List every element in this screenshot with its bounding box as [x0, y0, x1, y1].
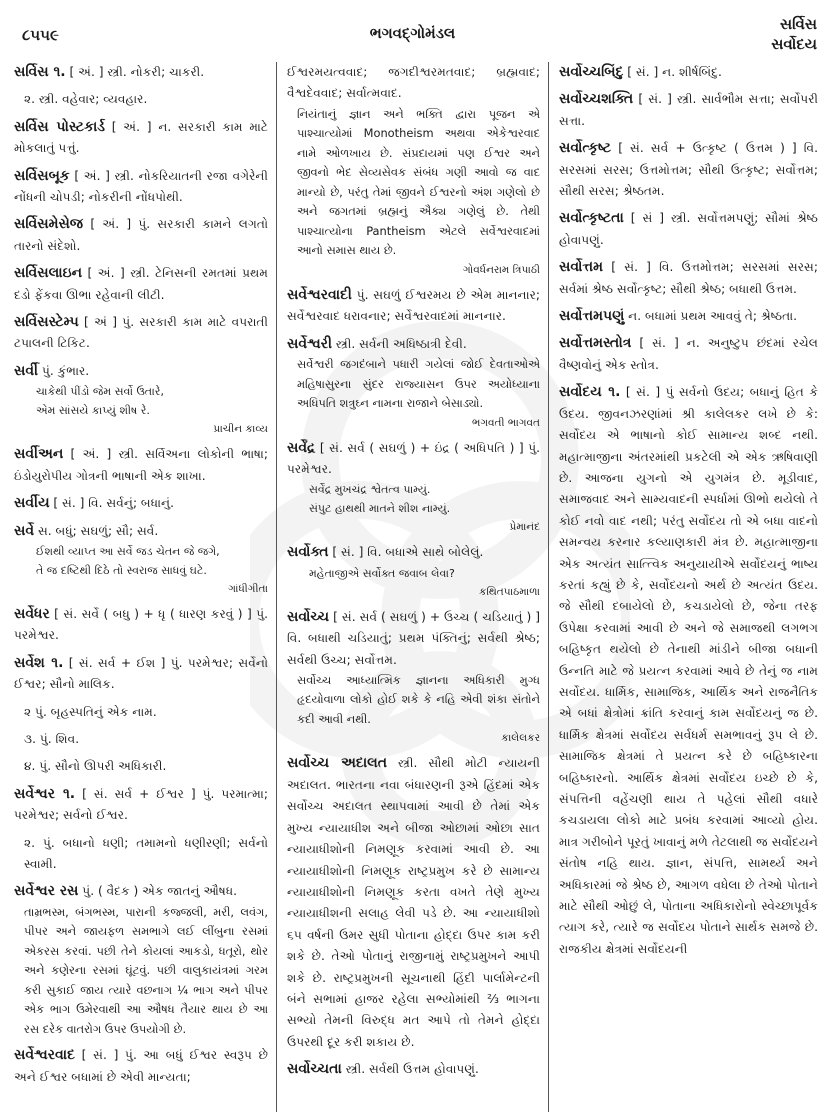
dictionary-entry: [287, 334, 540, 432]
dictionary-entry: [14, 1045, 268, 1088]
definition: સ્ત્રી. સૌથી મોટી ન્યાયની અદાલત. ભારતના નવા બંધારણની રૂએ હિંદમાં એક સર્વોચ્ચ અદાલત સ્થાપવામાં આવી છે તેમાં એક મુખ્ય ન્યાયાધીશ અને બીજા ઓછામાં ઓછા સાત ન્યાયાધીશોની નિમણૂક કરવામાં આવી છે. આ ન્યાયાધીશોની નિમણૂક રાષ્ટ્રપ્રમુખ કરે છે સામાન્ય ન્યાયાધીશોની નિમણૂક કરતા વખતે તેણે મુખ્ય ન્યાયાધીશની સલાહ લેવી પડે છે. આ ન્યાયાધીશો ૬૫ વર્ષની ઉમર સુધી પોતાના હોદ્દા ઉપર કામ કરી શકે છે. તેઓ પોતાનું રાજીનામું રાષ્ટ્રપ્રમુખને આપી શકે છે. રાષ્ટ્રપ્રમુખની સૂચનાથી હિંદી પાર્લામેન્ટની બંને સભામાં હાજર રહેલા સભ્યોમાંથી ⅔ ભાગના સભ્યો તેમની વિરુદ્ધ મત આપે તો તેમને હોદ્દા ઉપરથી દૂર કરી શકાય છે.: [287, 756, 540, 1049]
guide-words: [771, 14, 817, 54]
guide-word-first: સર્વિસ: [779, 15, 817, 33]
dictionary-entry: [14, 263, 268, 306]
citation-source: પ્રાચીન કાવ્ય: [213, 423, 268, 436]
dictionary-entry: [14, 784, 268, 827]
dictionary-entry: [559, 257, 818, 300]
definition: [ અં. ] ન. સરકારી કામ માટે મોકલાતું પત્તું.: [14, 119, 269, 156]
dictionary-entry: [14, 729, 268, 750]
dictionary-entry: [14, 89, 268, 110]
dictionary-entry: [287, 542, 540, 600]
headword: સર્વોત્તમ: [559, 259, 604, 276]
headword: સર્વિસલાઇન: [14, 265, 83, 282]
dictionary-entry: [287, 753, 540, 1053]
definition: [ સં. ] ન. અનુષ્ટુપ છંદમાં રચેલ વૈષ્ણવોનું એક સ્તોત્ર.: [559, 336, 818, 372]
definition: [ અં ] પું. સરકારી કામ માટે વપરાતી ટપાલની ટિકિટ.: [14, 315, 268, 351]
quote-line: ચાકેથી પીંડો જેમ સર્વો ઉતારે,: [36, 385, 164, 399]
citation-source: પ્રેમાનંદ: [509, 521, 540, 534]
column-right: [548, 62, 822, 1112]
dictionary-entry: [559, 382, 818, 960]
dictionary-entry: [559, 208, 818, 251]
headword: સર્વી: [14, 362, 39, 379]
definition: સ્ત્રી. સર્વથી ઉત્તમ હોવાપણું.: [345, 1062, 479, 1077]
dictionary-entry: [287, 438, 540, 537]
quote-line: સર્વેંદ્ર મુખચંદ્ર શ્વેતત્વ પામ્યું.: [309, 483, 431, 497]
citation-source: ભગવતી ભાગવત: [471, 416, 540, 429]
definition: [ સં. સર્વ + ઈશ્વર ] પું. પરમાત્મા; પરમેશ્વર; સર્વનો ઈશ્વર.: [14, 786, 268, 823]
dictionary-entry: [14, 214, 268, 257]
page-number: ૮૫૫૯: [22, 26, 59, 44]
dictionary-entry: [14, 604, 268, 647]
quote-line: તે જ દષ્ટિથી દિઠે તો સ્વરાજ સાધવું ઘટે.: [36, 563, 207, 577]
headword: સર્વોક્ત: [287, 544, 329, 561]
definition: [ સં. સર્વ + ઈશ ] પું. પરમેશ્વર; સર્વેનો ઈશ્વર; સૌનો માલિક.: [14, 655, 268, 692]
citation-source: ગાંધીગીતા: [228, 582, 268, 595]
column-left: [14, 62, 276, 1112]
headword: સર્વિસસ્ટેમ્પ: [14, 314, 79, 331]
headword: સર્વોચ્ચશક્તિ: [559, 91, 634, 108]
headword: સર્વેંદ્ર: [287, 439, 316, 456]
definition: [ સં ] સ્ત્રી. સર્વોત્તમપણું; સૌમાં શ્રેષ્ઠ હોવાપણું.: [559, 211, 819, 247]
dictionary-entry: [14, 756, 268, 777]
headword: સર્વેશ્વર રસ: [14, 883, 79, 900]
dictionary-entry: [14, 702, 268, 723]
headword: સર્વેશ્વર ૧.: [14, 785, 76, 802]
definition: [ અં. ] સ્ત્રી. નોકરી; ચાકરી.: [69, 65, 205, 79]
headword: સર્વેશ્વરી: [287, 335, 332, 352]
dictionary-entry: [14, 653, 268, 696]
definition: [ અં. ] સ્ત્રી. સર્વિઅના લોકોની ભાષા; ઇંડોયુરોપીય ગોત્રની ભાષાની એક શાખા.: [14, 447, 268, 483]
headword: સર્વે: [14, 522, 35, 539]
headword: સર્વોત્કૃષ્ટ: [559, 140, 612, 157]
dictionary-entry: [14, 62, 268, 83]
dictionary-entry: [287, 1059, 540, 1080]
definition: [ સં. ] પું. આ બધું ઈશ્વર સ્વરૂપ છે અને ઈશ્વર બધામાં છે એવી માન્યતા;: [14, 1048, 269, 1084]
citation-source: ગોવર્ધનરામ ત્રિપાઠી: [462, 263, 540, 276]
headword: સર્વીઅન: [14, 446, 64, 463]
sense: ૨. પું. બધાનો ધણી; તમામનો ધણીરણી; સર્વનો સ્વામી.: [24, 835, 268, 871]
definition: [ સં. ] વિ. ઉત્તમોત્તમ; સરસમાં સરસ; સર્વમાં શ્રેષ્ઠ સર્વોત્કૃષ્ટ; સૌથી શ્રેષ્ઠ; બધાથી ઉત્તમ.: [559, 260, 818, 296]
example-prose: સર્વેશ્વરી જગદંબાને પધારી ગયેલાં જોઈ દેવતાઓએ મહિષાસુરના સુંદર રાજ્યાસન ઉપર અયોધ્યાના અધિપતિ શત્રુઘ્ન નામના રાજાને બેસાડ્યો.: [297, 357, 540, 411]
sense: ૨ પું. બૃહસ્પતિનું એક નામ.: [24, 704, 157, 719]
headword: સર્વોચ્ચ: [287, 608, 330, 625]
sense: ૪. પું. સૌનો ઊપરી અધિકારી.: [24, 759, 167, 774]
dictionary-entry: [559, 333, 818, 376]
definition: [ સં. ] વિ. સર્વનું; બધાનું.: [53, 496, 174, 511]
quote-line: એમ સાંસયે કાપ્યું શીષ રે.: [36, 404, 150, 418]
definition: [ સં. ] પું સર્વનો ઉદય; બધાનું હિત કે ઉદય. જીવનઝરણાંમાં શ્રી કાલેલકર લખે છે કે: સર્વોદય એ ભાષાનો કોઈ સામાન્ય શબ્દ નથી. મહાત્માજીના અંતરમાંથી પ્રકટેલી એ એક ઋષિવાણી છે. આજના યુગનો એ યુગમંત્ર છે. મૂડીવાદ, સમાજવાદ અને સામ્યવાદની સ્પર્ધામાં ઊભો થયેલો તે કોઈ નવો વાદ નથી; પરંતુ સર્વોદય તો એ બધા વાદનો સમન્વય કરનાર કલ્યાણકારી મંત્ર છે. મહાત્માજીના એક અત્યંત સાત્ત્વિક અનુયાયીએ સર્વોદયનું ભાષ્ય કરતાં કહ્યું છે કે, સર્વોદયનો અર્થ છે અત્યંત ઉદય. જે સૌથી દબાયેલો છે, કચડાયેલો છે, જેના તરફ ઉપેક્ષા કરવામાં આવી છે અને જે સમાજથી લગભગ બહિષ્કૃત થયેલો છે તેનાથી માંડીને બીજા બધાની ઉન્નતિ માટે જે પ્રયત્ન કરવામાં આવે છે તેનું જ નામ સર્વોદય. ધાર્મિક, સામાજિક, આર્થિક અને રાજનૈતિક એ બધાં ક્ષેત્રોમાં ક્રાંતિ કરવાનું કામ સર્વોદયનું જ છે. ધાર્મિક ક્ષેત્રમાં સર્વોદય સર્વધર્મ સમભાવનું રૂપ લે છે. સામાજિક ક્ષેત્રમાં તે પ્રયત્ન કરે છે બહિષ્કારના બહિષ્કારનો. આર્થિક ક્ષેત્રમાં સર્વોદય ઇચ્છે છે કે, સંપત્તિની વહેંચણી થાય તે પહેલાં સૌથી વધારે કચડાયલા લોકો માટે પ્રબંધ કરવામાં આવ્યો હોય. માત્ર ગરીબોને પૂરતું ખાવાનું મળે તેટલાથી જ સર્વોદયને સંતોષ નહિ થાય. જ્ઞાન, સંપત્તિ, સામર્થ્ય અને અધિકારમાં જે શ્રેષ્ઠ છે, આગળ વધેલા છે તેઓ પોતાને માટે સૌથી ઓછું લે, પોતાના અધિકારોનો સ્વેચ્છાપૂર્વક ત્યાગ કરે, ત્યારે જ સર્વોદય પોતાને સાર્થક સમજે છે. રાજકીય ક્ષેત્રમાં સર્વોદયની: [559, 385, 818, 956]
dictionary-entry: [14, 117, 268, 160]
quote-line: મહેતાજીએ સર્વોક્ત જવાબ લેવા?: [309, 566, 455, 580]
quote-line: સંપુટ હાથથી માતને શીશ નામ્યું.: [309, 502, 451, 516]
dictionary-entry: [559, 306, 818, 327]
dictionary-entry: [14, 493, 268, 514]
dictionary-entry: [287, 285, 540, 328]
headword: સર્વોચ્ચતા: [287, 1061, 342, 1078]
headword: સર્વેધર: [14, 605, 50, 622]
dictionary-entry: [14, 881, 268, 1039]
dictionary-entry: [14, 521, 268, 598]
headword: સર્વિસમેસેજ: [14, 216, 84, 233]
definition: પું. સઘળું ઈશ્વરમય છે એમ માનનાર; સર્વેશ્વરવાદ ધરાવનાર; સર્વેશ્વરવાદમાં માનનાર.: [287, 287, 540, 324]
definition: [ અં. ] સ્ત્રી. નોકરિયાતની રજા વગેરેની નોંધની ચોપડી; નોકરીની નોંધપોથી.: [14, 168, 268, 205]
definition: [ સં. સર્વ ( સઘળું ) + ઉચ્ચ ( ચડિયાતું ) ] વિ. બધાથી ચડિયાતું; પ્રથમ પંક્તિનું; સર્વથી શ્રેષ્ઠ; સર્વથી ઉચ્ચ; સર્વોત્તમ.: [287, 609, 540, 667]
definition: ન. બધામાં પ્રથમ આવવું તે; શ્રેષ્ઠતા.: [628, 309, 798, 324]
dictionary-entry: [14, 833, 268, 876]
definition: પું. કુંભાર.: [41, 363, 90, 378]
headword: સર્વોત્તમપણું: [559, 308, 625, 325]
headword: સર્વોત્કૃષ્ટતા: [559, 210, 624, 227]
headword: સર્વેશ ૧.: [14, 654, 64, 671]
dictionary-entry: [14, 361, 268, 438]
citation-source: કાલેલકર: [501, 732, 540, 745]
entry-continuation: ઈશ્વરમયત્વવાદ; જગદીશ્વરમતવાદ; બ્રહ્મવાદ; વૈશ્વદેવવાદ; સર્વાત્મવાદ.: [287, 65, 540, 101]
book-title: ભગવદ્ગોમંડલ: [369, 24, 456, 42]
definition: [ સં. સર્વ + ઉત્કૃષ્ટ ( ઉત્તમ ) ] વિ. સરસમાં સરસ; ઉત્તમોત્તમ; સૌથી ઉત્કૃષ્ટ; સર્વોત્તમ; સૌથી સરસ; શ્રેષ્ઠતમ.: [559, 141, 819, 199]
headword: સર્વોત્તમસ્તોત્ર: [559, 335, 632, 352]
dictionary-entry: [14, 312, 268, 355]
definition: સ્ત્રી. સર્વની અધિષ્ઠાત્રી દેવી.: [335, 336, 467, 351]
headword: સર્વિસ પોસ્ટકાર્ડ: [14, 118, 105, 135]
dictionary-entry: [559, 62, 818, 83]
headword: સર્વોચ્ચ અદાલત: [287, 755, 387, 772]
dictionary-entry: [287, 607, 540, 748]
page-header: [0, 0, 825, 58]
headword: સર્વેશ્વરવાદી: [287, 286, 352, 303]
headword: સર્વિસબૂક: [14, 167, 70, 184]
definition: [ સં. ] વિ. બધાએ સાથે બોલેલું.: [332, 545, 484, 560]
definition: સ. બધું; સઘળું; સૌ; સર્વ.: [37, 523, 159, 538]
headword: સર્વોચ્ચબિંદુ: [559, 64, 624, 80]
quote-line: ઈશથી વ્યાપ્ત આ સર્વે જડ ચેતન જે જગે,: [36, 544, 220, 558]
sense: ૨. સ્ત્રી. વહેવાર; વ્યવહાર.: [24, 92, 148, 107]
citation-source: કથિતપાઠમાળા: [478, 585, 540, 598]
headword: સર્વોદય ૧.: [559, 384, 621, 401]
guide-word-last: સર્વોદય: [771, 35, 817, 53]
dictionary-entry: [559, 138, 818, 202]
dictionary-entry: [559, 89, 818, 132]
definition: [ સં. સર્વ ( સઘળું ) + ઇંદ્ર ( અધિપતિ ) ] પું. પરમેશ્વર.: [287, 440, 540, 476]
headword: સર્વેશ્વરવાદ: [14, 1047, 75, 1064]
dictionary-entry: [14, 166, 268, 209]
example-prose: નિયંતાનું જ્ઞાન અને ભક્તિ દ્વારા પૂજન એ પાશ્ચાત્યોમાં Monotheism અથવા એકેશ્વરવાદ નામે ઓળખાય છે. સંપ્રદાયમાં પણ ઈશ્વર અને જીવનો ભેદ સેવ્યસેવક સંબંધ ગણી આવો જ વાદ માન્યો છે, પરંતુ તેમાં જીવને ઈશ્વરનો અંશ ગણેલો છે અને જગતમાં બ્રહ્મનું ઐક્ય ગણેલું છે. તેથી પાશ્ચાત્યોના Pantheism એટલે સર્વેશ્વરવાદમાં આનો સમાસ થાય છે.: [297, 106, 540, 258]
definition: [ સં. સર્વે ( બધુ ) + ધૃ ( ધારણ કરવું ) ] પું. પરમેશ્વર.: [14, 606, 269, 643]
dictionary-entry: [287, 62, 540, 279]
definition: [ સં. ] ન. શીર્ષબિંદુ.: [627, 65, 722, 79]
definition: [ અં. ] સ્ત્રી. ટેનિસની રમતમાં પ્રથમ દડો ફેંકવા ઊભા રહેવાની લીટી.: [14, 266, 269, 302]
sense: ૩. પું. શિવ.: [24, 731, 80, 746]
definition: પું. ( વૈદક ) એક જાતનું ઔષધ.: [82, 884, 238, 899]
definition: [ સં. ] સ્ત્રી. સાર્વભૌમ સત્તા; સર્વોપરી સત્તા.: [559, 92, 819, 128]
example-prose: સર્વોચ્ચ આધ્યાત્મિક જ્ઞાનના અધિકારી મુગ્ધ હૃદયોવાળા લોકો હોઈ શકે કે નહિ એવી શંકા સંતોને કદી આવી નથી.: [297, 672, 540, 726]
headword: સર્વિસ ૧.: [14, 64, 66, 80]
dictionary-columns: [14, 62, 822, 1112]
dictionary-entry: [14, 444, 268, 487]
definition: [ અં. ] પું. સરકારી કામને લગતો તારનો સંદેશો.: [14, 217, 268, 253]
example-prose: તામ્રભસ્મ, બંગભસ્મ, પારાની કજ્જલી, મરી, લવંગ, પીપર અને જાયફળ સમભાગે લઈ લીંબુના રસમાં એકરસ કરવાં. પછી તેને કોયલાં આકડો, ધતૂરો, થોર અને કણેરના રસમાં ઘૂંટવું. પછી વાલુકાયંત્રમાં ગરમ કરી સુકાઈ જાય ત્યારે વછનાગ ¼ ભાગ અને પીપર એક ભાગ ઉમેરવાથી આ ઔષધ તૈયાર થાય છે આ રસ દરેક વાતરોગ ઉપર ઉપયોગી છે.: [24, 904, 268, 1036]
column-middle: [276, 62, 548, 1112]
headword: સર્વીય: [14, 495, 50, 512]
